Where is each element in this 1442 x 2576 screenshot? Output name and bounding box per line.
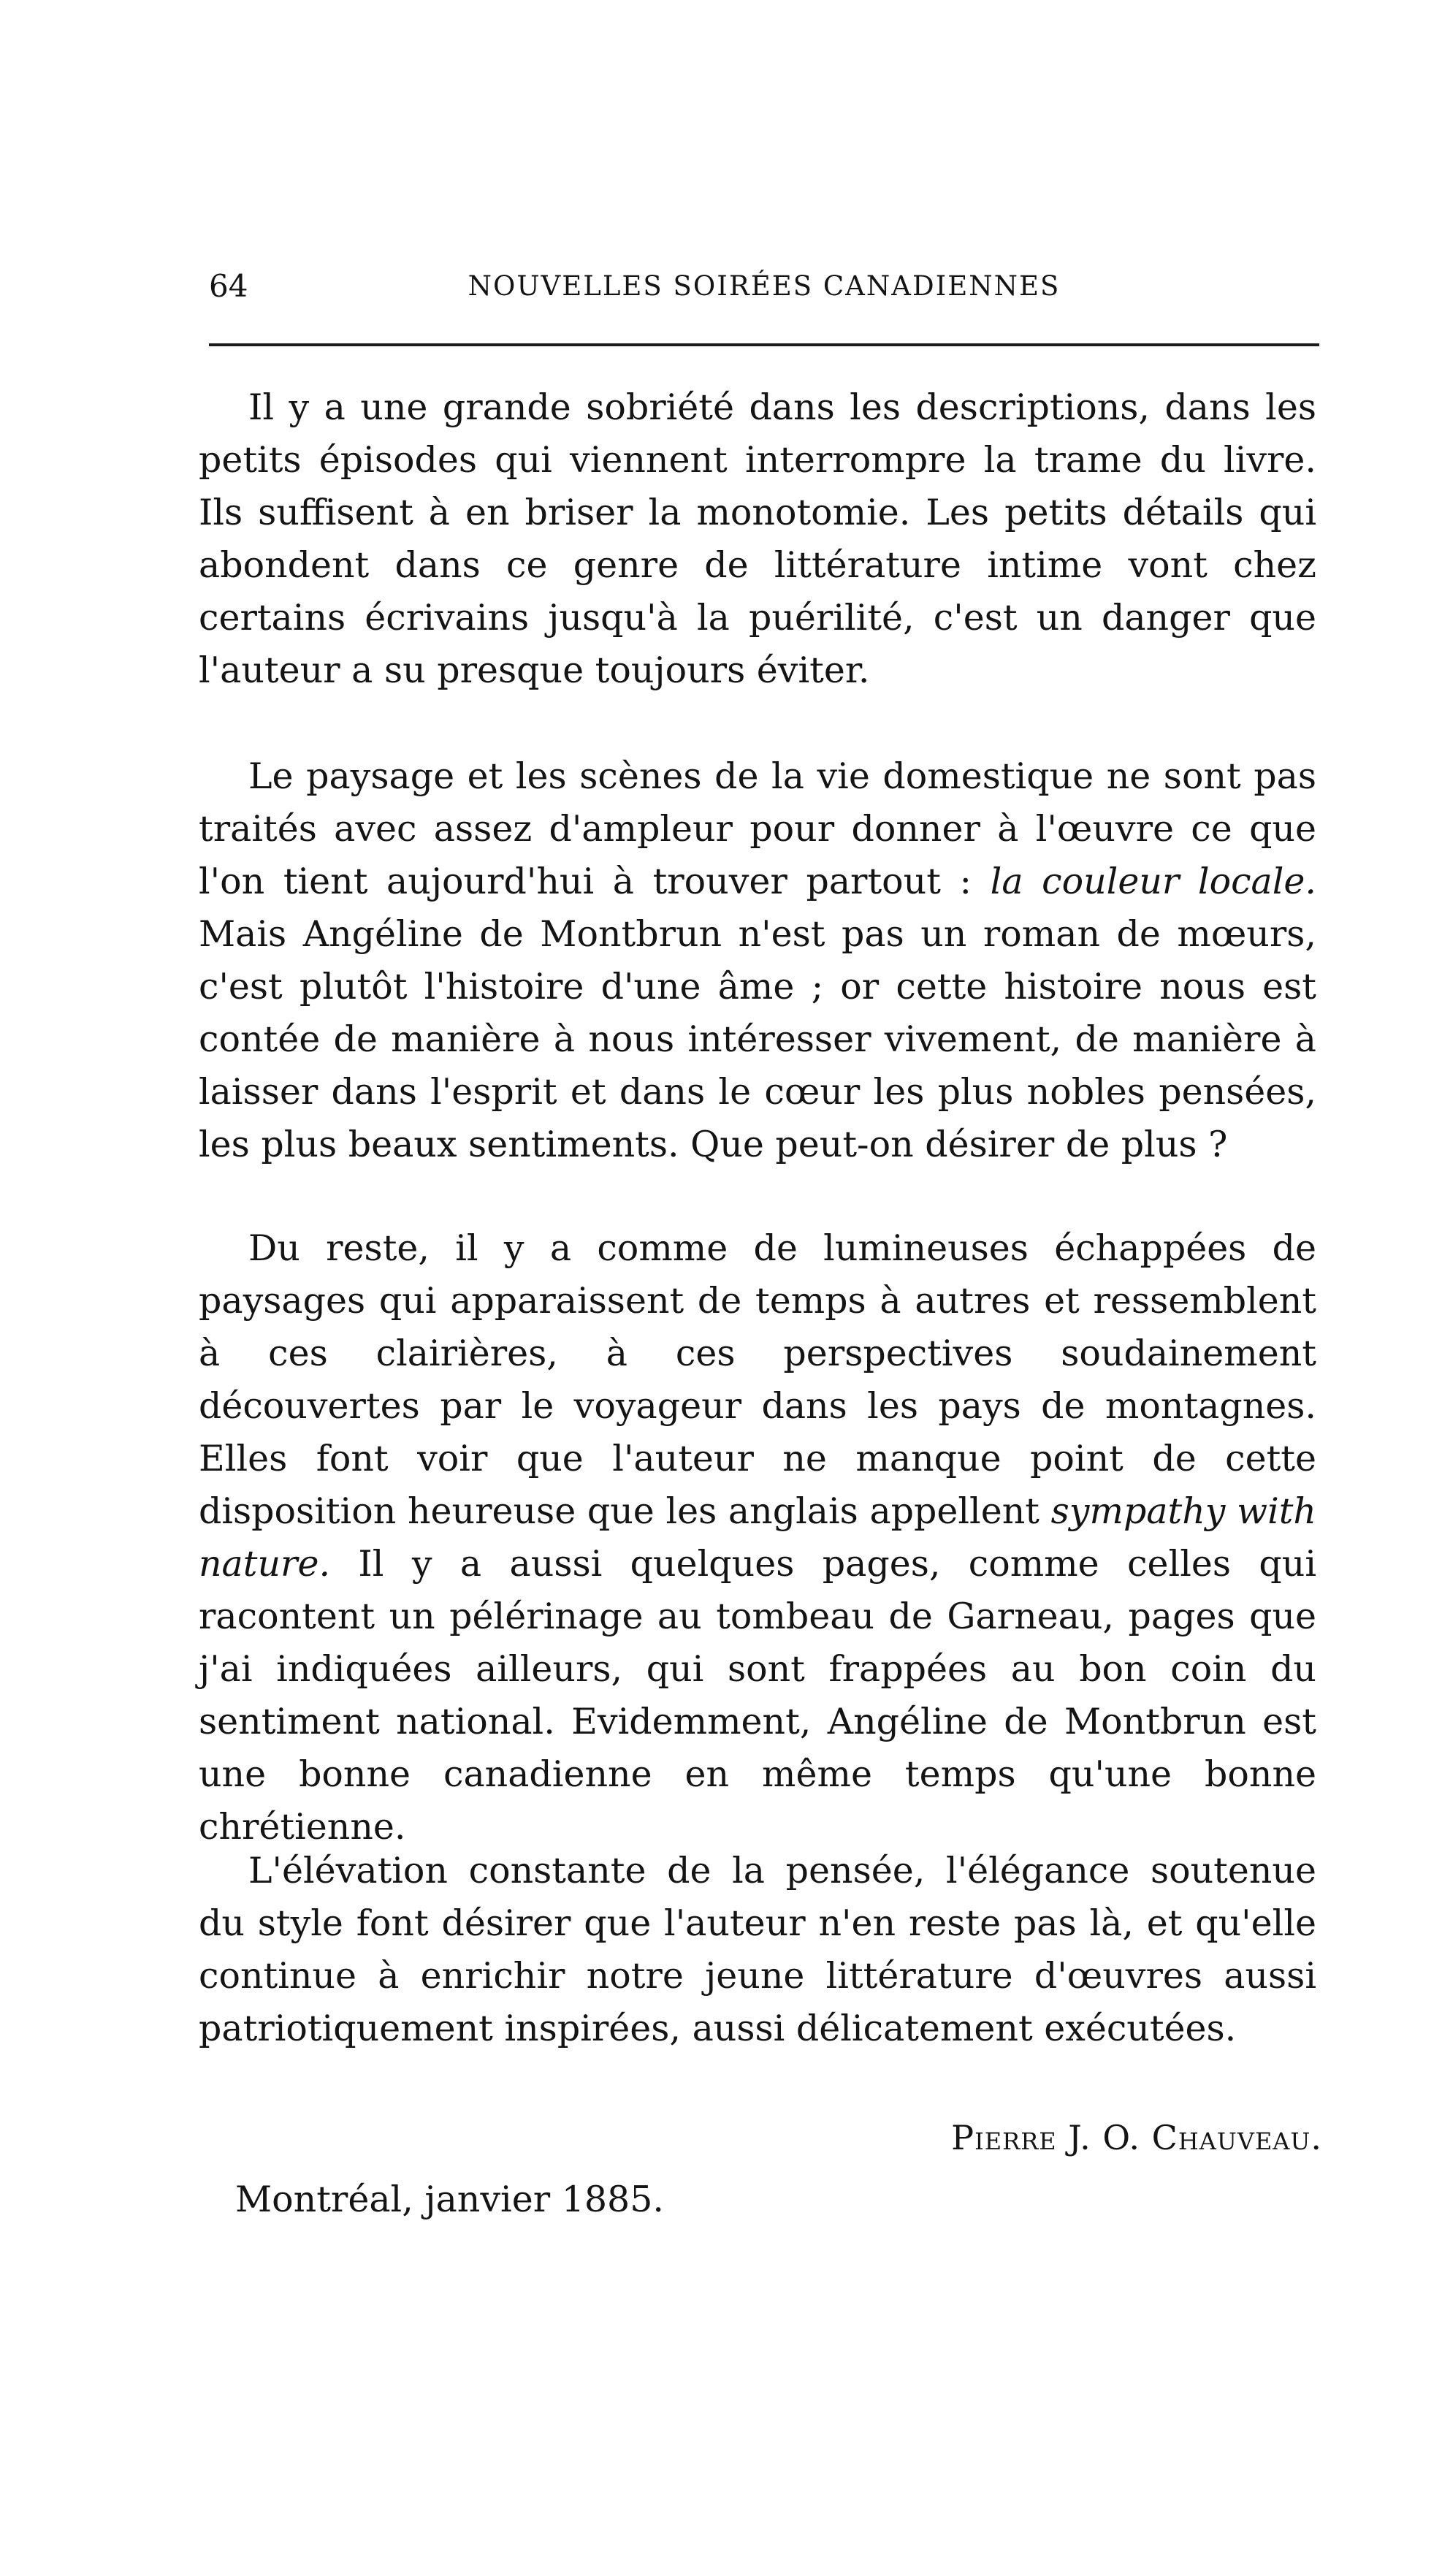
paragraph-text-end: Il y a aussi quelques pages, comme celles qui racontent un pélérinage au tombeau de Garneau, pages que j'ai indiquées ailleurs, qui sont frappées au bon coin du sentiment national. Evidemment, Angéline de Montbrun est une bonne canadienne en même temps qu'une bonne chrétienne. [199, 1543, 1316, 1848]
header-rule [209, 343, 1319, 346]
italic-phrase: la couleur locale. [990, 861, 1317, 902]
page-header [209, 264, 1319, 308]
paragraph-1 [199, 381, 1316, 697]
author-signature: Pierre J. O. Chauveau. [951, 2118, 1322, 2157]
italic-phrase: sympathy with nature. [199, 1490, 1316, 1585]
paragraph-text-start: Du reste, il y a comme de lumineuses échappées de paysages qui apparaissent de temps à autres et ressemblent à ces clairières, à ces perspectives soudainement découvertes par le voyageur dans les pays de montagnes. Elles font voir que l'auteur ne manque point de cette disposition heureuse que les anglais appellent [199, 1227, 1316, 1532]
paragraph-text [199, 750, 1316, 1171]
page-number: 64 [209, 268, 248, 304]
paragraph-text-end: Mais Angéline de Montbrun n'est pas un roman de mœurs, c'est plutôt l'histoire d'une âme ; or cette histoire nous est contée de manière à nous intéresser vivement, de manière à laisser dans l'esprit et dans le cœur les plus nobles pensées, les plus beaux sentiments. Que peut-on désirer de plus ? [199, 913, 1316, 1165]
dateline: Montréal, janvier 1885. [235, 2179, 664, 2220]
paragraph-2 [199, 750, 1316, 1171]
running-title: NOUVELLES SOIRÉES CANADIENNES [468, 270, 1061, 302]
paragraph-text-start: Le paysage et les scènes de la vie domestique ne sont pas traités avec assez d'ampleur pour donner à l'œuvre ce que l'on tient aujourd'hui à trouver partout : [199, 755, 1316, 902]
paragraph-text: Il y a une grande sobriété dans les descriptions, dans les petits épisodes qui viennent interrompre la trame du livre. Ils suffisent à en briser la monotomie. Les petits détails qui abondent dans ce genre de littérature intime vont chez certains écrivains jusqu'à la puérilité, c'est un danger que l'auteur a su presque toujours éviter. [199, 386, 1316, 691]
paragraph-3 [199, 1222, 1316, 1853]
paragraph-4 [199, 1845, 1316, 2055]
paragraph-text [199, 1222, 1316, 1853]
paragraph-text: L'élévation constante de la pensée, l'élégance soutenue du style font désirer que l'auteur n'en reste pas là, et qu'elle continue à enrichir notre jeune littérature d'œuvres aussi patriotiquement inspirées, aussi délicatement exécutées. [199, 1850, 1316, 2049]
